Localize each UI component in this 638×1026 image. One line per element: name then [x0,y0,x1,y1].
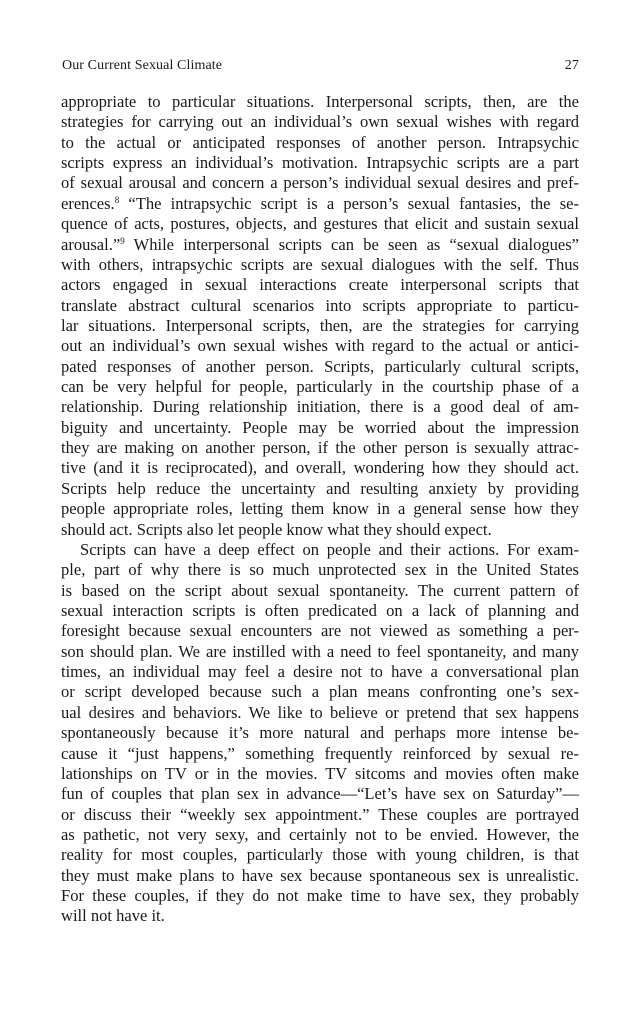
text-line: should act. Scripts also let people know what they should expect. [61,519,492,539]
text-line: will not have it. [61,906,165,926]
text-line: ple, part of why there is so much unprotected sex in the United States [61,560,579,580]
text-line: as pathetic, not very sexy, and certainly not to be envied. However, the [61,824,579,844]
chapter-title: Our Current Sexual Climate [62,58,223,73]
text-line: of sexual arousal and concern a person’s individual sexual desires and pref- [61,173,579,193]
text-line: out an individual’s own sexual wishes with regard to the actual or antici- [61,336,579,356]
text-line: sexual interaction scripts is often predicated on a lack of planning and [61,600,579,620]
footnote-ref: 9 [120,235,125,246]
text-line: lationships on TV or in the movies. TV sitcoms and movies often make [61,763,579,783]
text-fragment: arousal.” [61,234,121,254]
text-line: son should plan. We are instilled with a need to feel spontaneity, and many [61,641,579,661]
text-line: or discuss their “weekly sex appointment.” These couples are portrayed [61,804,579,824]
text-line: is based on the script about sexual spontaneity. The current pattern of [61,580,579,600]
text-line: Scripts help reduce the uncertainty and resulting anxiety by providing [61,478,579,498]
text-line: tive (and it is reciprocated), and overall, wondering how they should act. [61,458,579,478]
text-line: spontaneously because it’s more natural and perhaps more intense be- [61,723,579,743]
paragraph [61,540,579,927]
text-line: actors engaged in sexual interactions create interpersonal scripts that [61,275,579,295]
text-line: can be very helpful for people, particularly in the courtship phase of a [61,377,579,397]
text-line: strategies for carrying out an individual’s own sexual wishes with regard [61,112,579,132]
paragraph [61,92,579,540]
footnote-ref: 8 [114,194,120,205]
text-line: scripts express an individual’s motivation. Intrapsychic scripts are a part [61,153,579,173]
text-fragment: erences. [61,193,115,213]
text-line: relationship. During relationship initiation, there is a good deal of am- [61,397,579,417]
text-line: people appropriate roles, letting them know in a general sense how they [61,499,579,519]
text-line: For these couples, if they do not make time to have sex, they probably [61,886,579,906]
text-line: cause it “just happens,” something frequently reinforced by sexual re- [61,743,579,763]
text-line: quence of acts, postures, objects, and gestures that elicit and sustain sexual [61,214,579,234]
page-number: 27 [564,58,579,73]
text-fragment: “The intrapsychic script is a person’s sexual fantasies, the se- [128,193,579,213]
body-text [61,92,579,927]
text-line: lar situations. Interpersonal scripts, then, are the strategies for carrying [61,315,579,335]
text-line [61,194,579,214]
text-line: fun of couples that plan sex in advance—“Let’s have sex on Saturday”— [61,784,579,804]
text-line: they must make plans to have sex because spontaneous sex is unrealistic. [61,865,579,885]
text-line: or script developed because such a plan means confronting one’s sex- [61,682,579,702]
text-line: Scripts can have a deep effect on people and their actions. For exam- [80,539,579,559]
text-line: translate abstract cultural scenarios into scripts appropriate to particu- [61,295,579,315]
text-line: times, an individual may feel a desire not to have a conversational plan [61,662,579,682]
text-line [61,235,579,255]
text-line: to the actual or anticipated responses of another person. Intrapsychic [61,132,579,152]
text-fragment: While interpersonal scripts can be seen as “sexual dialogues” [124,234,579,254]
text-line: foresight because sexual encounters are not viewed as something a per- [61,621,579,641]
text-line: with others, intrapsychic scripts are sexual dialogues with the self. Thus [61,254,579,274]
running-header [62,56,579,76]
text-line: appropriate to particular situations. Interpersonal scripts, then, are the [61,92,579,111]
text-line: biguity and uncertainty. People may be worried about the impression [61,417,579,437]
text-line: they are making on another person, if the other person is sexually attrac- [61,438,579,458]
text-line: reality for most couples, particularly those with young children, is that [61,845,579,865]
text-line: pated responses of another person. Scripts, particularly cultural scripts, [61,356,579,376]
text-line: ual desires and behaviors. We like to believe or pretend that sex happens [61,702,579,722]
